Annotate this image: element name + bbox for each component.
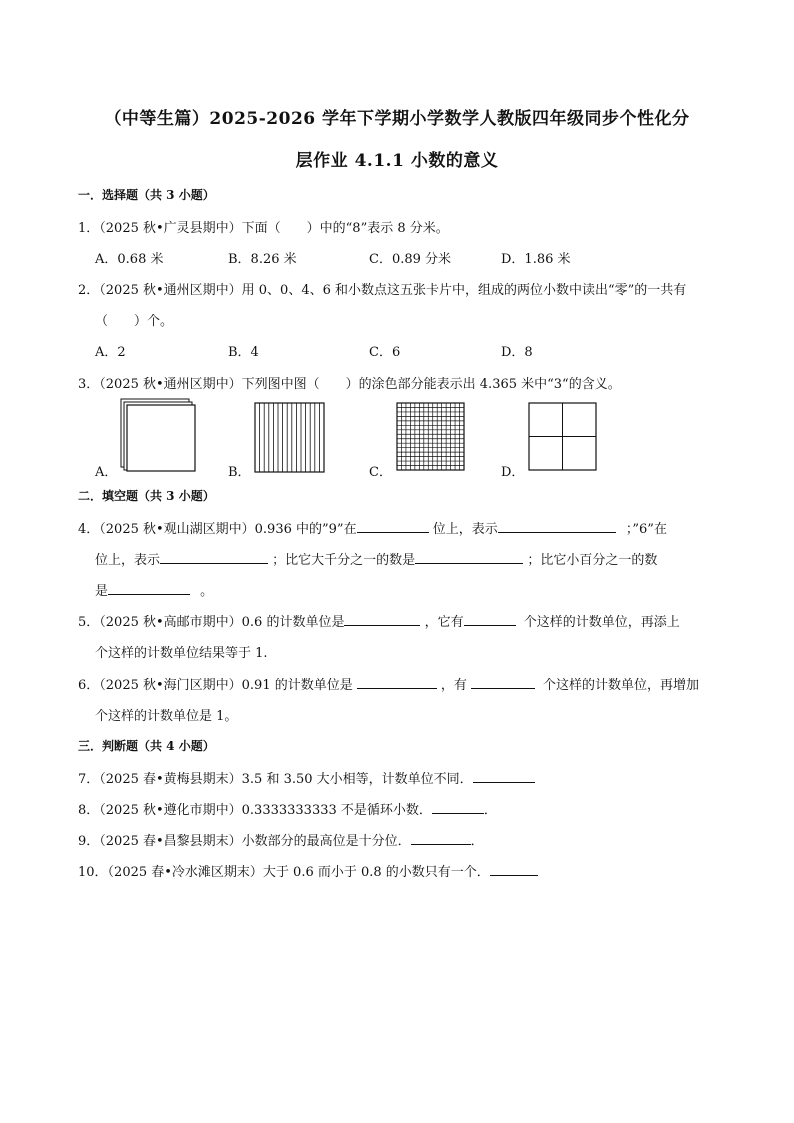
section-choice-heading: 一．选择题（共 3 小题） bbox=[78, 188, 215, 202]
q4-blank-2[interactable] bbox=[498, 520, 616, 533]
question-6-line2: 个这样的计数单位是 1。 bbox=[95, 709, 238, 724]
q4-blank-5[interactable] bbox=[108, 582, 190, 595]
question-7 bbox=[78, 768, 535, 787]
q10-blank[interactable] bbox=[490, 863, 538, 876]
q7-blank[interactable] bbox=[473, 770, 535, 783]
q7-text: 7．（2025 春•黄梅县期末）3.5 和 3.50 大小相等，计数单位不同． bbox=[78, 772, 473, 787]
question-9 bbox=[78, 830, 484, 849]
question-10 bbox=[78, 861, 538, 880]
q9-end: ． bbox=[470, 834, 484, 849]
q10-text: 10．（2025 春•冷水滩区期末）大于 0.6 而小于 0.8 的小数只有一个． bbox=[78, 865, 490, 880]
q4-blank-4[interactable] bbox=[415, 551, 523, 564]
q3-figure-a-stacked-squares bbox=[118, 396, 198, 474]
q4-blank-1[interactable] bbox=[357, 520, 429, 533]
q6-text-1: 6．（2025 秋•海门区期中）0.91 的计数单位是 bbox=[78, 678, 353, 693]
q9-blank[interactable] bbox=[411, 832, 471, 845]
doc-title-line2: 层作业 4.1.1 小数的意义 bbox=[295, 151, 499, 171]
q4-text-5: ；比它大千分之一的数是 bbox=[272, 553, 416, 568]
q4-text-6: ；比它小百分之一的数 bbox=[527, 553, 658, 568]
question-6-line1 bbox=[78, 674, 699, 693]
q2-option-c: C．6 bbox=[369, 345, 401, 360]
q4-text-4: 位上，表示 bbox=[95, 553, 161, 568]
q5-blank-1[interactable] bbox=[344, 613, 420, 626]
section-judge-heading: 三．判断题（共 4 小题） bbox=[78, 739, 215, 753]
q3-option-b: B． bbox=[228, 465, 251, 480]
q6-blank-1[interactable] bbox=[357, 676, 437, 689]
question-5-line1 bbox=[78, 611, 680, 630]
question-4-line2 bbox=[95, 549, 657, 568]
question-1: 1．（2025 秋•广灵县期中）下面（ ）中的“8”表示 8 分米。 bbox=[78, 221, 449, 236]
q3-figure-b-vertical-strips bbox=[254, 402, 326, 474]
q5-text-3: 个这样的计数单位，再添上 bbox=[523, 615, 680, 630]
q9-text: 9．（2025 春•昌黎县期末）小数部分的最高位是十分位． bbox=[78, 834, 411, 849]
q5-blank-2[interactable] bbox=[464, 613, 516, 626]
q1-option-a: A．0.68 米 bbox=[95, 252, 164, 267]
q4-text-2: 位上，表示 bbox=[432, 522, 498, 537]
q4-text-8: 。 bbox=[200, 584, 214, 599]
q4-text-1: 4．（2025 秋•观山湖区期中）0.936 中的”9”在 bbox=[78, 522, 357, 537]
q8-end: ． bbox=[483, 803, 497, 818]
doc-title-line1: （中等生篇）2025-2026 学年下学期小学数学人教版四年级同步个性化分 bbox=[104, 109, 690, 129]
question-8 bbox=[78, 799, 497, 818]
q1-option-b: B．8.26 米 bbox=[228, 252, 297, 267]
q3-option-a: A． bbox=[95, 465, 118, 480]
q3-option-d: D． bbox=[501, 465, 525, 480]
q4-text-3: ；”6”在 bbox=[625, 522, 667, 537]
q5-text-1: 5．（2025 秋•高邮市期中）0.6 的计数单位是 bbox=[78, 615, 345, 630]
q8-blank[interactable] bbox=[432, 801, 484, 814]
section-fill-heading: 二．填空题（共 3 小题） bbox=[78, 489, 215, 503]
q6-text-3: 个这样的计数单位，再增加 bbox=[543, 678, 700, 693]
q1-option-c: C．0.89 分米 bbox=[369, 252, 452, 267]
q3-option-c: C． bbox=[369, 465, 392, 480]
question-3: 3．（2025 秋•通州区期中）下列图中图（ ）的涂色部分能表示出 4.365 米中“3“的含义。 bbox=[78, 377, 621, 392]
q6-text-2: ，有 bbox=[440, 678, 467, 693]
question-2-line2: （ ）个。 bbox=[95, 314, 174, 329]
q4-blank-3[interactable] bbox=[160, 551, 268, 564]
q5-text-2: ，它有 bbox=[424, 615, 464, 630]
q2-option-a: A．2 bbox=[95, 345, 126, 360]
q3-figure-d-quarters bbox=[528, 402, 598, 472]
question-4-line3 bbox=[95, 580, 213, 599]
q8-text: 8．（2025 秋•遵化市期中）0.3333333333 不是循环小数． bbox=[78, 803, 432, 818]
q1-option-d: D．1.86 米 bbox=[501, 252, 571, 267]
q3-figure-c-hundred-grid bbox=[396, 402, 466, 472]
question-4-line1 bbox=[78, 518, 667, 537]
q2-option-b: B．4 bbox=[228, 345, 259, 360]
question-2-line1: 2．（2025 秋•通州区期中）用 0、0、4、6 和小数点这五张卡片中，组成的两位小数中读出“零”的一共有 bbox=[78, 283, 687, 298]
q6-blank-2[interactable] bbox=[471, 676, 535, 689]
q2-option-d: D．8 bbox=[501, 345, 533, 360]
q4-text-7: 是 bbox=[95, 584, 109, 599]
question-5-line2: 个这样的计数单位结果等于 1. bbox=[95, 646, 268, 661]
